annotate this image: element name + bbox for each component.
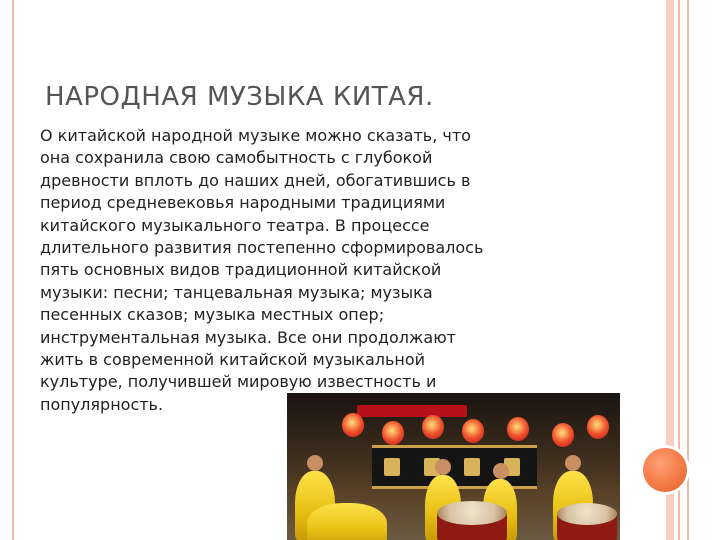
sign-glyph (464, 458, 480, 476)
lantern-icon (422, 415, 444, 439)
sign-glyph (384, 458, 400, 476)
slide-title: НАРОДНАЯ МУЗЫКА КИТАЯ. (45, 82, 434, 112)
drum-icon (437, 501, 507, 525)
red-banner (357, 405, 467, 417)
musician-figure (307, 503, 387, 540)
lantern-icon (587, 415, 609, 439)
orange-circle-ornament (643, 448, 687, 492)
musician-head (307, 455, 323, 471)
musician-head (493, 463, 509, 479)
musician-head (435, 459, 451, 475)
lantern-icon (462, 419, 484, 443)
lantern-icon (382, 421, 404, 445)
musician-head (565, 455, 581, 471)
chinese-folk-musicians-photo (287, 393, 620, 540)
drum-icon (557, 503, 617, 525)
slide-body-text: О китайской народной музыке можно сказать, что она сохранила свою самобытность с глубокой древности вплоть до наших дней, обогатившись в период средневековья народными традициями китайского музыкального театра. В процессе длительного развития постепенно сформировалось пять основных видов традиционной китайской музыки: песни; танцевальная музыка; музыка песенных сказов; музыка местных опер; инструментальная музыка. Все они продолжают жить в современной китайской музыкальной культуре, получившей мировую известность и популярность. (40, 126, 484, 414)
lantern-icon (507, 417, 529, 441)
left-decor-line (12, 0, 14, 540)
right-decor-line-2 (687, 0, 689, 540)
lantern-icon (342, 413, 364, 437)
lantern-icon (552, 423, 574, 447)
